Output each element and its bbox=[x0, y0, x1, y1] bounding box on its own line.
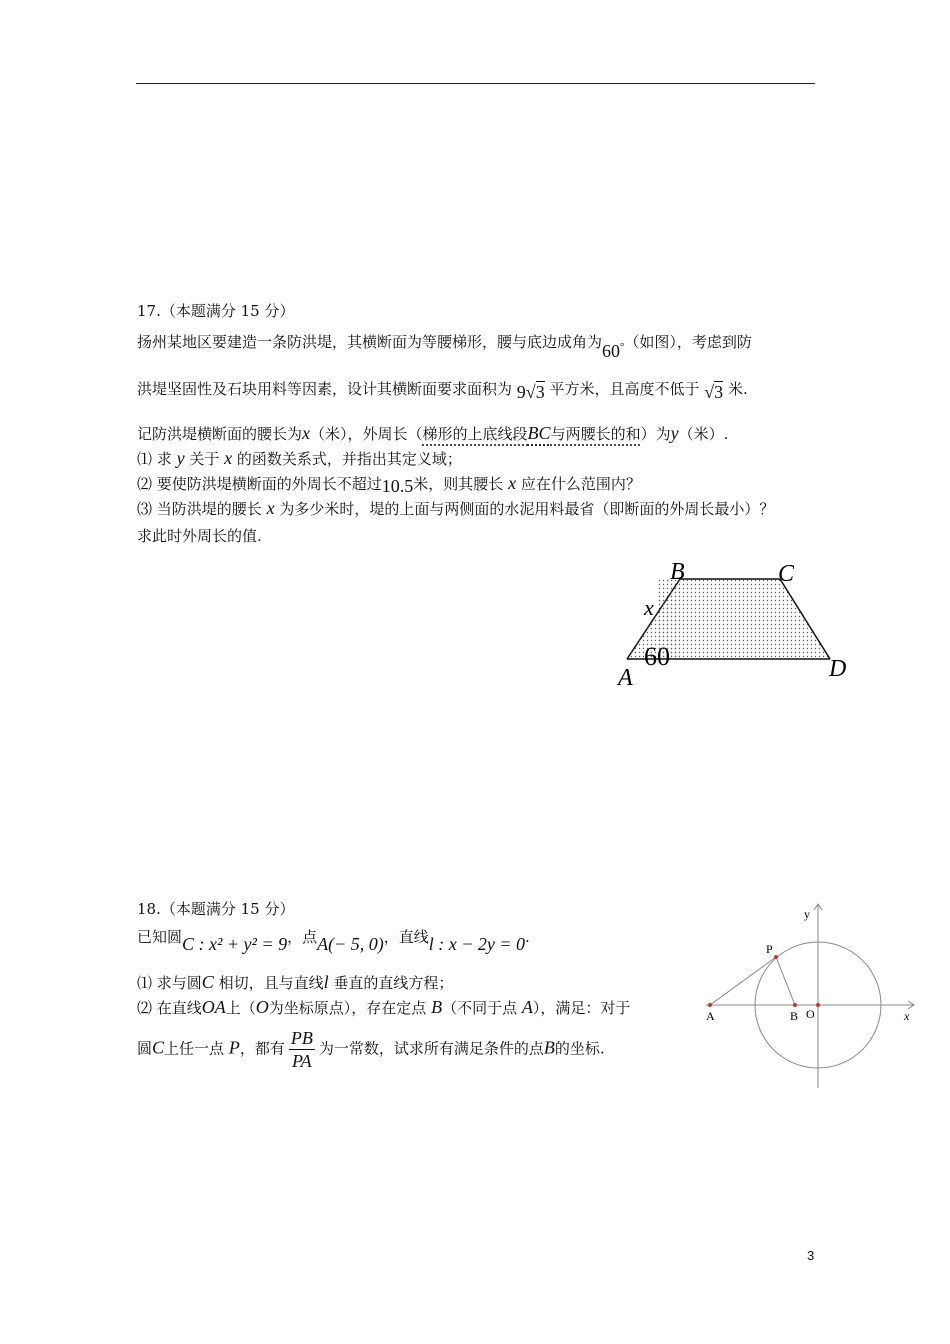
q17-line-3: 记防洪堤横断面的腰长为x（米），外周长（梯形的上底线段BC与两腰长的和）为y（米）. bbox=[137, 423, 729, 443]
point-p bbox=[774, 955, 778, 959]
dotted-emphasis-2: 与两腰长的和 bbox=[550, 425, 641, 443]
label-y: y bbox=[804, 907, 810, 921]
label-b: B bbox=[790, 1009, 799, 1023]
label-a: A bbox=[706, 1009, 715, 1023]
label-x: x bbox=[904, 1009, 910, 1023]
label-c: C bbox=[778, 561, 795, 587]
circle-figure bbox=[700, 898, 930, 1093]
q18-part-2-cont: 圆C上任一点 P，都有 $\frac{PB}{PA}$ 为一常数，试求所有满足条件的点B的坐标. bbox=[137, 1028, 605, 1071]
q17-part-3-cont: 求此时外周长的值. bbox=[137, 527, 262, 545]
label-a: A bbox=[618, 665, 633, 691]
point-a: A(− 5, 0) bbox=[317, 934, 384, 954]
q17-part-3: ⑶ 当防洪堤的腰长 x 为多少米时，堤的上面与两侧面的水泥用料最省（即断面的外周长最小）？ bbox=[137, 498, 775, 518]
label-o: O bbox=[806, 1007, 815, 1021]
circle-equation: C : x² + y² = 9 bbox=[182, 934, 288, 954]
q18-part-1: ⑴ 求与圆C 相切，且与直线l 垂直的直线方程； bbox=[137, 972, 454, 992]
segment-pb bbox=[776, 957, 795, 1005]
trapezoid-figure bbox=[610, 555, 860, 695]
ratio-pb-pa: $\frac{PB}{PA}$ bbox=[290, 1028, 313, 1071]
var-x: x bbox=[302, 423, 311, 443]
label-d: D bbox=[829, 656, 847, 682]
q17-title: 17.（本题满分 15 分） bbox=[137, 302, 295, 320]
q18-part-2: ⑵ 在直线OA上（O为坐标原点），存在定点 B（不同于点 A），满足：对于 bbox=[137, 997, 631, 1017]
line-equation: l : x − 2y = 0 bbox=[428, 934, 526, 954]
height-expression: √3 bbox=[704, 382, 724, 402]
dotted-emphasis-1: 梯形的上底线段 bbox=[422, 425, 528, 443]
q17-line-2: 洪堤坚固性及石块用料等因素，设计其横断面要求面积为 9√3 平方米，且高度不低于 √3 米. bbox=[137, 380, 748, 402]
point-b-dot bbox=[793, 1003, 797, 1007]
q17-line-1: 扬州某地区要建造一条防洪堤，其横断面为等腰梯形，腰与底边成角为60°（如图），考虑到防 bbox=[137, 333, 752, 361]
q17-part-2: ⑵ 要使防洪堤横断面的外周长不超过10.5米，则其腰长 x 应在什么范围内？ bbox=[137, 473, 641, 496]
q18-title: 18.（本题满分 15 分） bbox=[137, 900, 295, 918]
page-number: 3 bbox=[807, 1248, 815, 1263]
label-p: P bbox=[766, 942, 773, 956]
trapezoid-shape bbox=[657, 579, 830, 659]
label-b: B bbox=[670, 559, 685, 585]
angle-60: 60° bbox=[602, 341, 625, 361]
segment-bc: BC bbox=[527, 423, 551, 443]
segment-pa bbox=[710, 957, 776, 1005]
point-a-dot bbox=[708, 1003, 712, 1007]
label-angle: 60 bbox=[644, 642, 670, 671]
area-expression: 9√3 bbox=[516, 382, 545, 402]
point-o-dot bbox=[816, 1003, 820, 1007]
var-y: y bbox=[670, 423, 679, 443]
q17-part-1: ⑴ 求 y 关于 x 的函数关系式，并指出其定义域； bbox=[137, 448, 462, 468]
q18-line-1: 已知圆C : x² + y² = 9，点A(− 5, 0)，直线l : x − 2y = 0. bbox=[137, 928, 530, 954]
header-rule bbox=[136, 83, 815, 84]
label-x: x bbox=[644, 595, 654, 620]
